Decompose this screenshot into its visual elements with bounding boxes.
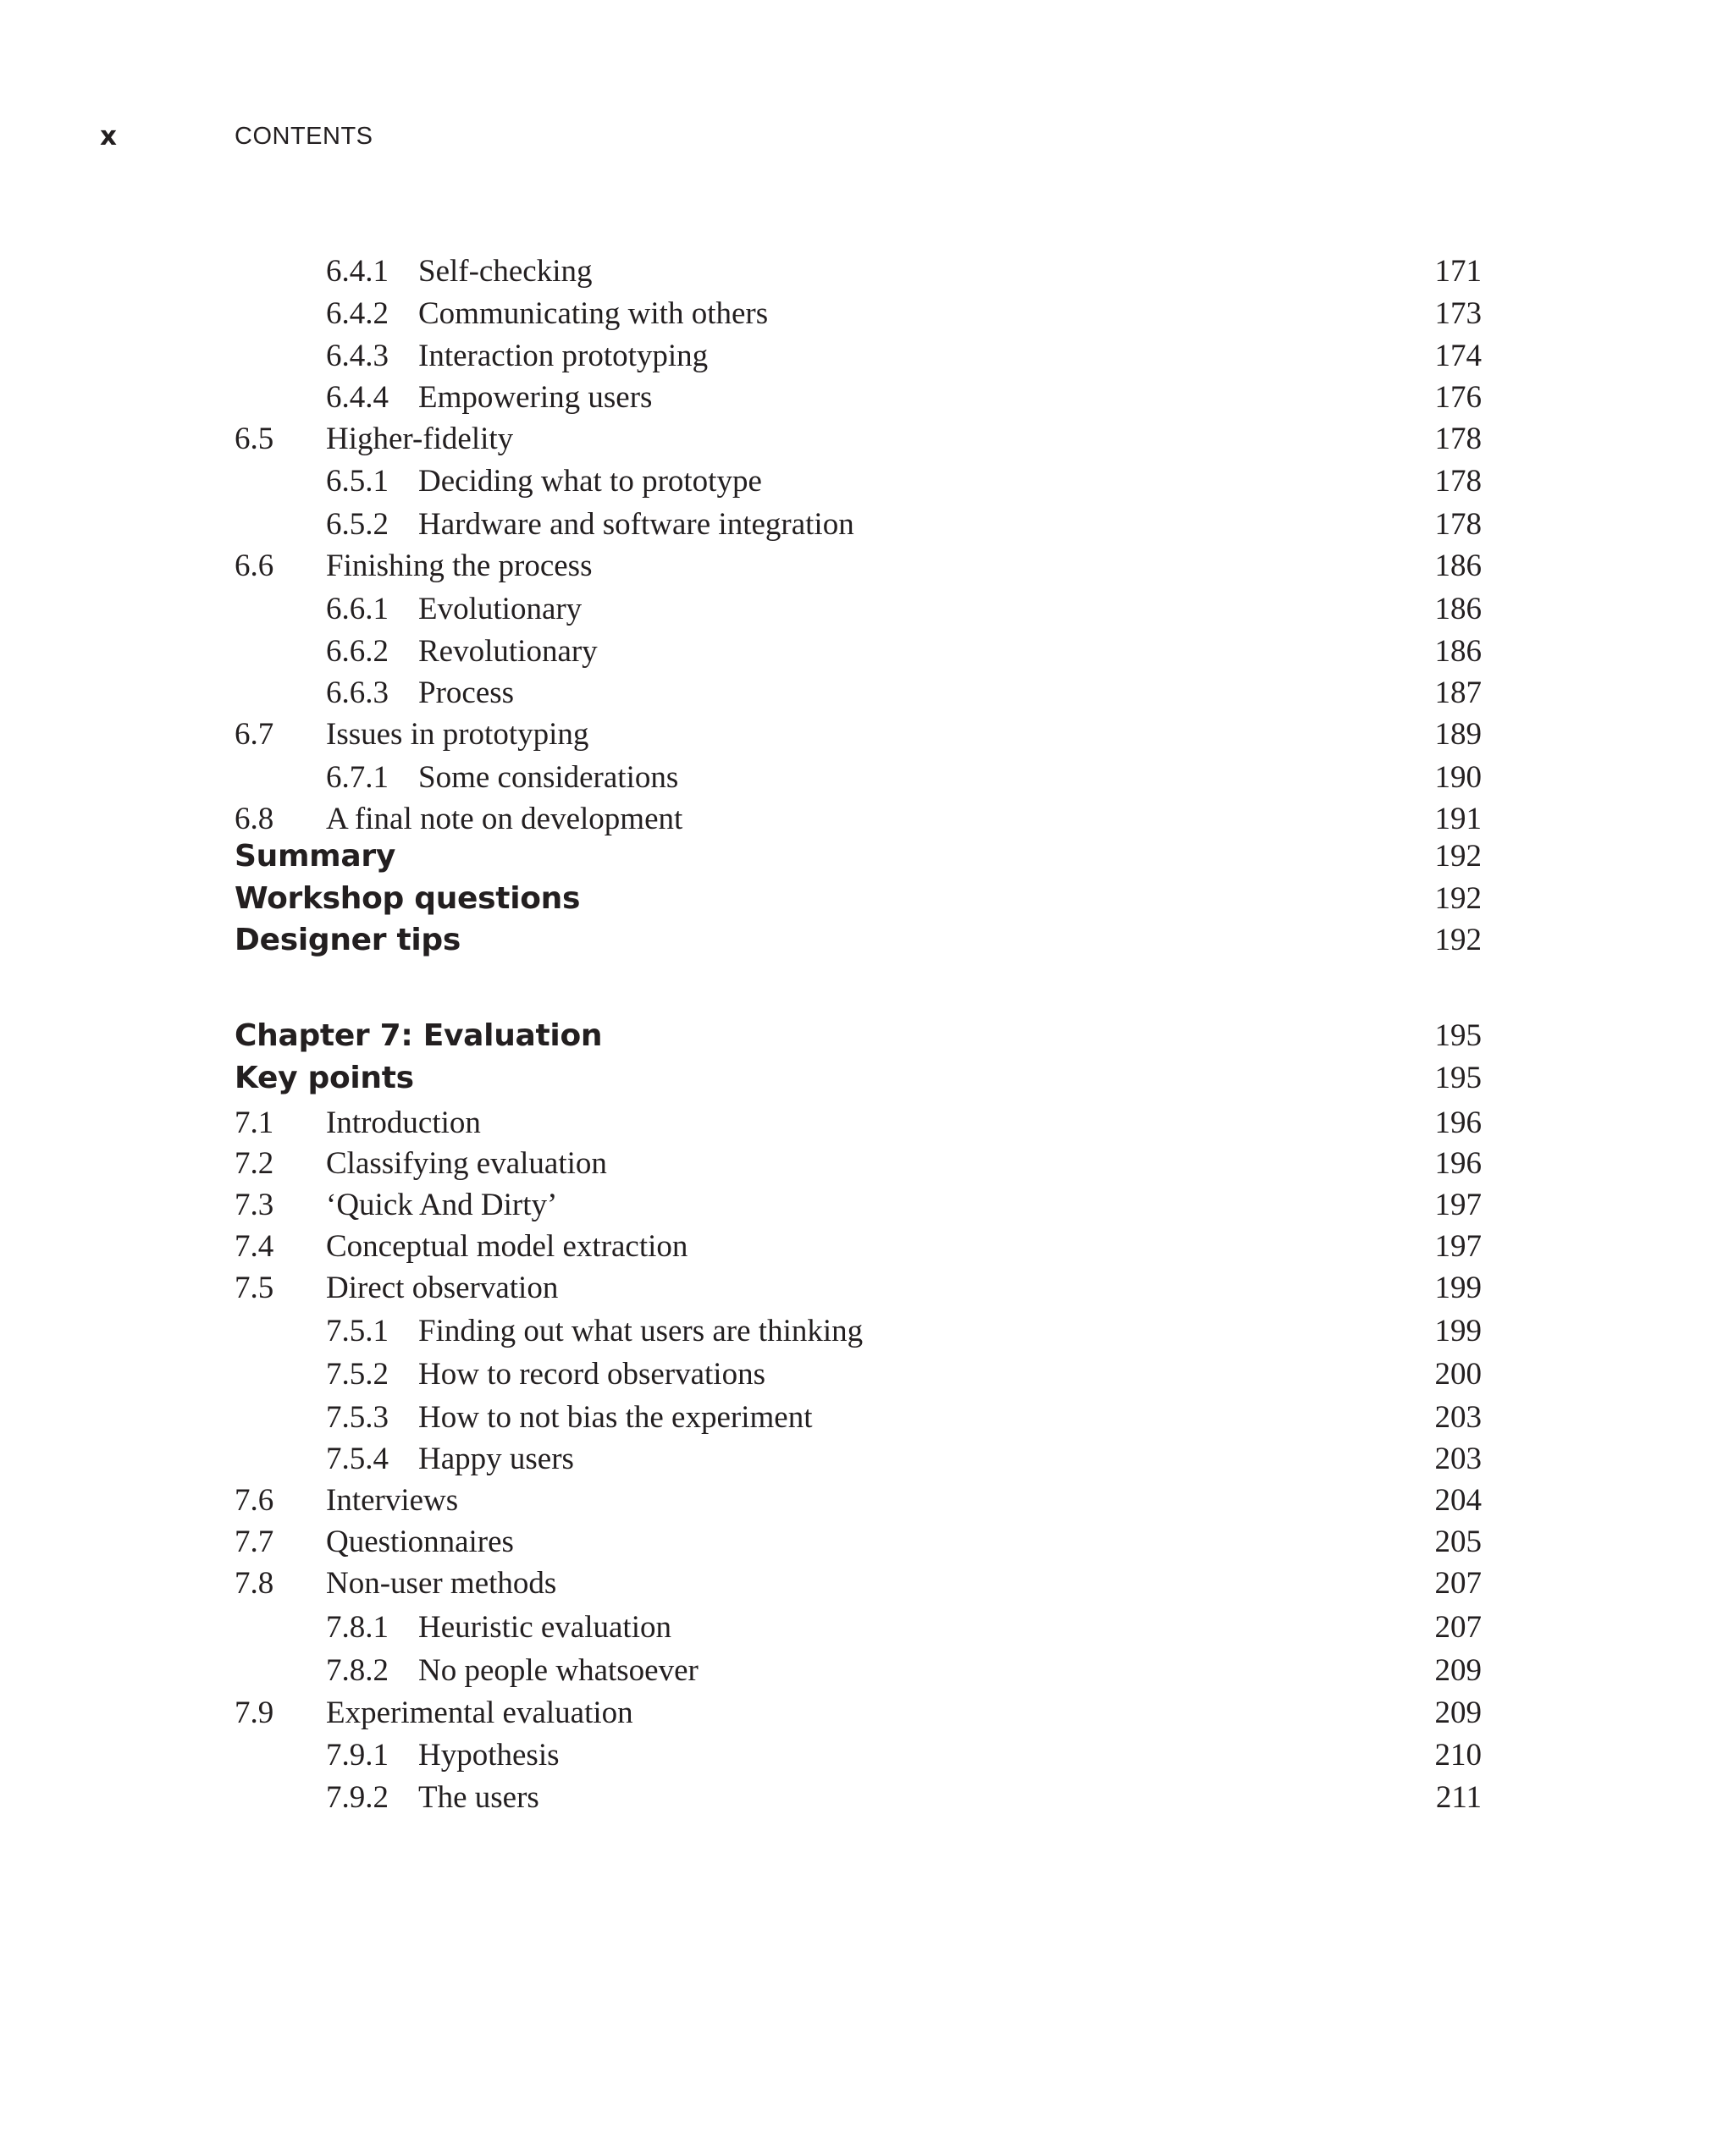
toc-page-number: 171 — [1434, 254, 1482, 289]
toc-page-number: 196 — [1434, 1146, 1482, 1181]
toc-entry-number: 6.5.1 — [326, 464, 389, 499]
toc-entry-title: Conceptual model extraction — [326, 1229, 688, 1264]
toc-entry — [0, 714, 1734, 756]
toc-page-number: 191 — [1434, 802, 1482, 836]
toc-page-number: 209 — [1434, 1696, 1482, 1730]
toc-entry-title: Interaction prototyping — [418, 339, 709, 373]
toc-entry — [0, 1310, 1734, 1353]
toc-entry — [0, 757, 1734, 799]
toc-entry — [0, 1650, 1734, 1692]
toc-entry-number: 6.6.1 — [326, 592, 389, 626]
toc-entry — [0, 798, 1734, 841]
toc-heading: Summary — [235, 839, 395, 874]
toc-entry-number: 6.6 — [235, 549, 274, 583]
toc-entry-title: Non-user methods — [326, 1566, 557, 1601]
toc-entry-number: 6.8 — [235, 802, 274, 836]
toc-entry-title: Introduction — [326, 1106, 481, 1140]
toc-page-number: 190 — [1434, 760, 1482, 795]
toc-entry-title: Self-checking — [418, 254, 593, 289]
toc-entry-title: Empowering users — [418, 380, 653, 415]
toc-page-number: 178 — [1434, 507, 1482, 542]
toc-page-number: 176 — [1434, 380, 1482, 415]
toc-entry-number: 7.9 — [235, 1696, 274, 1730]
toc-entry-number: 6.4.3 — [326, 339, 389, 373]
toc-entry-number: 6.7.1 — [326, 760, 389, 795]
toc-entry-number: 7.5.3 — [326, 1400, 389, 1435]
toc-entry — [0, 1102, 1734, 1144]
toc-entry — [0, 1015, 1734, 1057]
toc-entry-number: 6.6.2 — [326, 634, 389, 669]
toc-entry-title: Heuristic evaluation — [418, 1610, 671, 1645]
page-folio: x — [100, 121, 117, 152]
toc-page-number: 192 — [1434, 881, 1482, 916]
toc-entry-number: 7.6 — [235, 1483, 274, 1518]
toc-entry-title: Questionnaires — [326, 1525, 514, 1559]
toc-entry — [0, 1563, 1734, 1605]
toc-entry — [0, 835, 1734, 878]
toc-entry-number: 7.2 — [235, 1146, 274, 1181]
toc-entry-title: Evolutionary — [418, 592, 583, 626]
toc-entry-title: Classifying evaluation — [326, 1146, 607, 1181]
toc-entry — [0, 504, 1734, 546]
toc-entry-title: ‘Quick And Dirty’ — [326, 1188, 558, 1222]
toc-page-number: 192 — [1434, 839, 1482, 874]
toc-entry-title: How to record observations — [418, 1357, 765, 1392]
toc-entry — [0, 418, 1734, 460]
toc-entry — [0, 1734, 1734, 1777]
toc-entry-title: How to not bias the experiment — [418, 1400, 813, 1435]
toc-page-number: 192 — [1434, 923, 1482, 957]
toc-entry — [0, 1397, 1734, 1439]
toc-entry-title: Finishing the process — [326, 549, 593, 583]
toc-page-number: 173 — [1434, 296, 1482, 331]
toc-entry-number: 7.1 — [235, 1106, 274, 1140]
toc-entry-title: Higher-fidelity — [326, 422, 514, 456]
toc-entry-title: Hypothesis — [418, 1738, 560, 1773]
toc-entry-number: 6.4.1 — [326, 254, 389, 289]
toc-page-number: 195 — [1434, 1018, 1482, 1053]
toc-entry-number: 7.9.1 — [326, 1738, 389, 1773]
toc-entry-number: 7.5 — [235, 1271, 274, 1305]
toc-entry — [0, 1226, 1734, 1268]
toc-entry-title: Deciding what to prototype — [418, 464, 762, 499]
toc-entry — [0, 1354, 1734, 1396]
toc-heading: Key points — [235, 1061, 414, 1095]
toc-entry-number: 6.7 — [235, 717, 274, 752]
toc-page-number: 199 — [1434, 1271, 1482, 1305]
toc-entry-number: 6.6.3 — [326, 675, 389, 710]
toc-entry-title: Interviews — [326, 1483, 459, 1518]
toc-entry — [0, 1777, 1734, 1819]
toc-entry — [0, 1607, 1734, 1649]
toc-page-number: 203 — [1434, 1400, 1482, 1435]
toc-entry-number: 7.5.4 — [326, 1442, 389, 1476]
toc-entry-number: 7.3 — [235, 1188, 274, 1222]
toc-page-number: 211 — [1435, 1780, 1482, 1815]
toc-entry-title: Hardware and software integration — [418, 507, 854, 542]
toc-entry-number: 7.8 — [235, 1566, 274, 1601]
toc-entry-number: 7.5.2 — [326, 1357, 389, 1392]
toc-entry-number: 6.4.4 — [326, 380, 389, 415]
toc-entry-number: 7.9.2 — [326, 1780, 389, 1815]
toc-entry-number: 6.4.2 — [326, 296, 389, 331]
toc-page-number: 207 — [1434, 1566, 1482, 1601]
toc-page-number: 187 — [1434, 675, 1482, 710]
toc-page-number: 196 — [1434, 1106, 1482, 1140]
toc-page-number: 210 — [1434, 1738, 1482, 1773]
toc-entry — [0, 1521, 1734, 1563]
toc-entry-number: 7.8.1 — [326, 1610, 389, 1645]
toc-entry-title: Finding out what users are thinking — [418, 1314, 864, 1348]
toc-entry-title: The users — [418, 1780, 539, 1815]
toc-entry — [0, 251, 1734, 293]
toc-entry-title: No people whatsoever — [418, 1653, 699, 1688]
running-head-title: CONTENTS — [235, 123, 373, 150]
toc-entry-title: Revolutionary — [418, 634, 598, 669]
toc-entry — [0, 631, 1734, 673]
toc-page-number: 200 — [1434, 1357, 1482, 1392]
toc-page-number: 197 — [1434, 1229, 1482, 1264]
toc-entry-title: Process — [418, 675, 515, 710]
toc-entry — [0, 919, 1734, 962]
toc-entry — [0, 878, 1734, 920]
toc-entry-number: 7.5.1 — [326, 1314, 389, 1348]
toc-entry-number: 7.7 — [235, 1525, 274, 1559]
toc-entry-title: Experimental evaluation — [326, 1696, 633, 1730]
toc-page-number: 186 — [1434, 592, 1482, 626]
toc-page-number: 199 — [1434, 1314, 1482, 1348]
toc-entry-number: 7.4 — [235, 1229, 274, 1264]
toc-entry — [0, 1267, 1734, 1310]
toc-page-number: 195 — [1434, 1061, 1482, 1095]
toc-entry — [0, 377, 1734, 419]
toc-entry — [0, 672, 1734, 714]
toc-entry-number: 6.5.2 — [326, 507, 389, 542]
toc-entry — [0, 1057, 1734, 1100]
toc-entry — [0, 545, 1734, 587]
toc-page-number: 204 — [1434, 1483, 1482, 1518]
toc-entry — [0, 460, 1734, 503]
toc-entry-title: Some considerations — [418, 760, 679, 795]
toc-entry-title: Happy users — [418, 1442, 574, 1476]
toc-page-number: 209 — [1434, 1653, 1482, 1688]
toc-page-number: 197 — [1434, 1188, 1482, 1222]
toc-entry — [0, 1692, 1734, 1734]
toc-page-number: 186 — [1434, 634, 1482, 669]
toc-entry — [0, 293, 1734, 335]
toc-entry — [0, 1143, 1734, 1185]
toc-page-number: 189 — [1434, 717, 1482, 752]
toc-entry-title: Communicating with others — [418, 296, 769, 331]
toc-entry — [0, 1438, 1734, 1481]
toc-entry — [0, 335, 1734, 378]
toc-page-number: 178 — [1434, 464, 1482, 499]
toc-entry-number: 6.5 — [235, 422, 274, 456]
toc-entry-title: Issues in prototyping — [326, 717, 589, 752]
toc-entry-title: Direct observation — [326, 1271, 559, 1305]
toc-heading: Chapter 7: Evaluation — [235, 1018, 603, 1053]
toc-heading: Workshop questions — [235, 881, 581, 916]
toc-entry — [0, 1184, 1734, 1227]
toc-entry — [0, 1480, 1734, 1522]
toc-page-number: 178 — [1434, 422, 1482, 456]
toc-page-number: 205 — [1434, 1525, 1482, 1559]
toc-heading: Designer tips — [235, 923, 461, 957]
toc-page-number: 203 — [1434, 1442, 1482, 1476]
toc-entry-title: A final note on development — [326, 802, 683, 836]
toc-entry-number: 7.8.2 — [326, 1653, 389, 1688]
toc-page-number: 186 — [1434, 549, 1482, 583]
toc-page-number: 207 — [1434, 1610, 1482, 1645]
toc-page-number: 174 — [1434, 339, 1482, 373]
toc-entry — [0, 588, 1734, 631]
